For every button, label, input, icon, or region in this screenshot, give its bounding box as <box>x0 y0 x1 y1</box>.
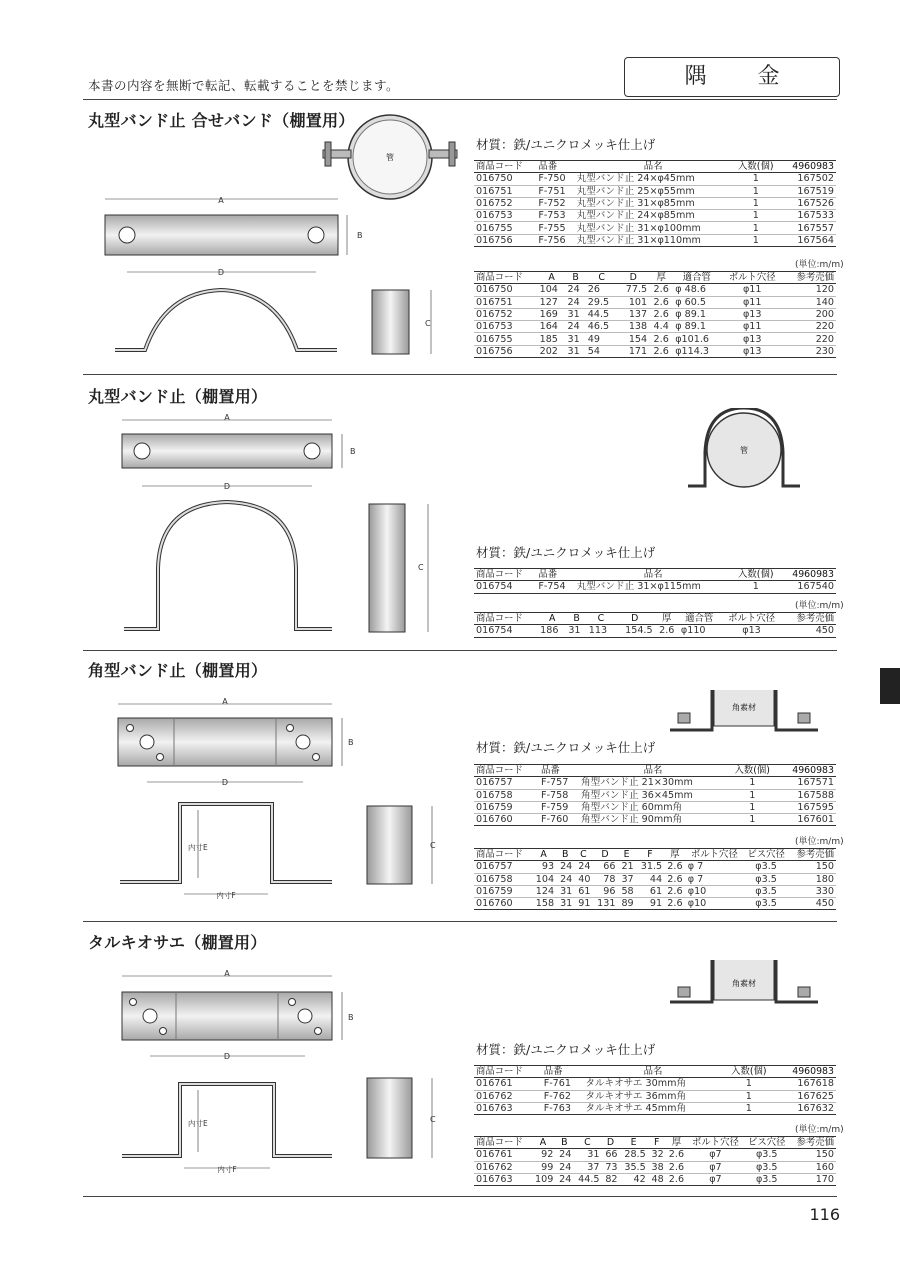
material-label: 材質：鉄/ユニクロメッキ仕上げ <box>476 137 656 152</box>
section-title: 角型バンド止（棚置用） <box>88 661 268 680</box>
svg-text:A: A <box>222 697 228 706</box>
spec-table: 商品コード A B C D 厚 適合管 ボルト穴径 参考売価 016754 186 31 113 154.5 2.6 φ110 φ13 450 <box>476 613 834 637</box>
table-row: 016757 93 24 24 66 21 31.5 2.6 φ 7 φ3.5 150 <box>476 861 834 873</box>
round-band-diagram <box>100 408 840 640</box>
material-label: 材質：鉄/ユニクロメッキ仕上げ <box>476 1042 656 1057</box>
table-row: 016753 F-753 丸型バンド止 24×φ85mm 1 167533 <box>476 210 834 222</box>
table-row: 016763 F-763 タルキオサエ 45mm角 1 167632 <box>476 1103 834 1115</box>
svg-text:管: 管 <box>740 446 748 455</box>
material-label: 材質：鉄/ユニクロメッキ仕上げ <box>476 740 656 755</box>
section-title: 丸型バンド止 合せバンド（棚置用） <box>88 111 355 130</box>
table-row: 016762 99 24 37 73 35.5 38 2.6 φ7 φ3.5 160 <box>476 1161 834 1173</box>
page-number: 116 <box>809 1205 840 1224</box>
svg-text:内寸E: 内寸E <box>188 843 208 852</box>
svg-text:角素材: 角素材 <box>732 703 756 712</box>
svg-text:D: D <box>223 482 231 491</box>
table-row: 016763 109 24 44.5 82 42 48 2.6 φ7 φ3.5 170 <box>476 1174 834 1186</box>
table-row: 016751 F-751 丸型バンド止 25×φ55mm 1 167519 <box>476 185 834 197</box>
table-row: 016756 F-756 丸型バンド止 31×φ110mm 1 167564 <box>476 234 834 246</box>
svg-text:内寸F: 内寸F <box>217 1165 237 1174</box>
section-title: 丸型バンド止（棚置用） <box>88 387 268 406</box>
svg-text:A: A <box>224 413 230 422</box>
unit-label: (単位:m/m) <box>795 260 844 270</box>
table-row: 016750 104 24 26 77.5 2.6 φ 48.6 φ11 120 <box>476 284 834 296</box>
copyright-notice: 本書の内容を無断で転記、転載することを禁じます。 <box>88 78 400 93</box>
category-title: 隅 金 <box>624 57 840 97</box>
unit-label: (単位:m/m) <box>795 1125 844 1135</box>
svg-text:C: C <box>425 319 431 328</box>
table-row: 016760 158 31 91 131 89 91 2.6 φ10 φ3.5 450 <box>476 898 834 910</box>
table-row: 016757 F-757 角型バンド止 21×30mm 1 167571 <box>476 777 834 789</box>
svg-text:角素材: 角素材 <box>732 979 756 988</box>
svg-text:B: B <box>350 447 356 456</box>
table-row: 016754 186 31 113 154.5 2.6 φ110 φ13 450 <box>476 625 834 637</box>
svg-text:B: B <box>348 738 354 747</box>
table-row: 016751 127 24 29.5 101 2.6 φ 60.5 φ11 140 <box>476 296 834 308</box>
unit-label: (単位:m/m) <box>795 601 844 611</box>
table-row: 016753 164 24 46.5 138 4.4 φ 89.1 φ11 220 <box>476 321 834 333</box>
product-table: 商品コード 品番 品名 入数(個) 4960983 016761 F-761 タルキオサエ 30mm角 1 167618 016762 F-762 タルキオサエ 36mm角 1 167625 016763 F-763 タルキオサエ 45mm角 1 167632 <box>476 1066 834 1115</box>
table-row: 016761 92 24 31 66 28.5 32 2.6 φ7 φ3.5 150 <box>476 1149 834 1161</box>
product-table: 商品コード 品番 品名 入数(個) 4960983 016757 F-757 角型バンド止 21×30mm 1 167571 016758 F-758 角型バンド止 36×45mm 1 167588 016759 F-759 角型バンド止 60mm角 1 167595 016760 F-760 角型バンド止 90mm角 1 167601 <box>476 765 834 826</box>
divider <box>83 921 837 922</box>
table-row: 016755 185 31 49 154 2.6 φ101.6 φ13 220 <box>476 333 834 345</box>
table-row: 016756 202 31 54 171 2.6 φ114.3 φ13 230 <box>476 345 834 357</box>
table-row: 016759 124 31 61 96 58 61 2.6 φ10 φ3.5 330 <box>476 886 834 898</box>
material-label: 材質：鉄/ユニクロメッキ仕上げ <box>476 545 656 560</box>
unit-label: (単位:m/m) <box>795 837 844 847</box>
side-index-tab <box>880 668 900 704</box>
divider <box>83 650 837 651</box>
table-row: 016761 F-761 タルキオサエ 30mm角 1 167618 <box>476 1078 834 1090</box>
pipe-label: 管 <box>386 153 394 162</box>
svg-text:C: C <box>418 563 424 572</box>
section-title: タルキオサエ（棚置用） <box>88 933 267 952</box>
table-row: 016762 F-762 タルキオサエ 36mm角 1 167625 <box>476 1090 834 1102</box>
svg-text:C: C <box>430 841 436 850</box>
svg-text:B: B <box>357 231 363 240</box>
table-row: 016760 F-760 角型バンド止 90mm角 1 167601 <box>476 814 834 826</box>
table-row: 016755 F-755 丸型バンド止 31×φ100mm 1 167557 <box>476 222 834 234</box>
divider <box>83 99 837 100</box>
divider <box>83 1196 837 1197</box>
table-row: 016750 F-750 丸型バンド止 24×φ45mm 1 167502 <box>476 173 834 185</box>
svg-text:C: C <box>430 1115 436 1124</box>
table-row: 016758 104 24 40 78 37 44 2.6 φ 7 φ3.5 180 <box>476 873 834 885</box>
svg-text:D: D <box>223 1052 231 1061</box>
round-band-split-diagram <box>95 110 475 372</box>
svg-text:内寸E: 内寸E <box>188 1119 208 1128</box>
svg-text:内寸F: 内寸F <box>216 891 236 900</box>
spec-table: 商品コード A B C D E F 厚 ボルト穴径 ビス穴径 参考売価 016761 92 24 31 66 28.5 32 2.6 φ7 φ3.5 150 016762 99 24 37 73 35.5 38 2.6 φ7 φ3.5 160 016763 109 24 44.5 82 42 48 2.6 φ7 φ3.5 170 <box>476 1137 834 1186</box>
svg-text:B: B <box>348 1013 354 1022</box>
svg-text:A: A <box>224 969 230 978</box>
svg-text:D: D <box>217 268 225 277</box>
spec-table: 商品コード A B C D E F 厚 ボルト穴径 ビス穴径 参考売価 016757 93 24 24 66 21 31.5 2.6 φ 7 φ3.5 150 016758 104 24 40 78 37 44 2.6 φ 7 φ3.5 180 016759 124 31 61 96 58 61 2.6 φ10 φ3.5 330 016760 158 31 91 131 89 91 2.6 φ10 φ3.5 450 <box>476 849 834 910</box>
product-table: 商品コード 品番 品名 入数(個) 4960983 016750 F-750 丸型バンド止 24×φ45mm 1 167502 016751 F-751 丸型バンド止 25×φ55mm 1 167519 016752 F-752 丸型バンド止 31×φ85mm 1 167526 016753 F-753 丸型バンド止 24×φ85mm 1 167533 016755 F-755 丸型バンド止 31×φ100mm 1 167557 016756 F-756 丸型バンド止 31×φ110mm 1 167564 <box>476 161 834 246</box>
table-row: 016759 F-759 角型バンド止 60mm角 1 167595 <box>476 802 834 814</box>
table-row: 016752 F-752 丸型バンド止 31×φ85mm 1 167526 <box>476 198 834 210</box>
svg-text:A: A <box>218 196 224 205</box>
table-row: 016752 169 31 44.5 137 2.6 φ 89.1 φ13 200 <box>476 309 834 321</box>
divider <box>83 374 837 375</box>
svg-text:D: D <box>221 778 229 787</box>
table-row: 016758 F-758 角型バンド止 36×45mm 1 167588 <box>476 789 834 801</box>
spec-table: 商品コード A B C D 厚 適合管 ボルト穴径 参考売価 016750 104 24 26 77.5 2.6 φ 48.6 φ11 120 016751 127 24 29.5 101 2.6 φ 60.5 φ11 140 016752 169 31 44.5 137 2.6 φ 89.1 φ13 200 016753 164 24 46.5 138 4.4 φ 89.1 φ11 220 016755 185 31 49 154 2.6 φ101.6 φ13 220 016756 202 31 54 171 2.6 φ114.3 φ13 230 <box>476 272 834 357</box>
table-row: 016754 F-754 丸型バンド止 31×φ115mm 1 167540 <box>476 581 834 593</box>
product-table: 商品コード 品番 品名 入数(個) 4960983 016754 F-754 丸型バンド止 31×φ115mm 1 167540 <box>476 569 834 593</box>
